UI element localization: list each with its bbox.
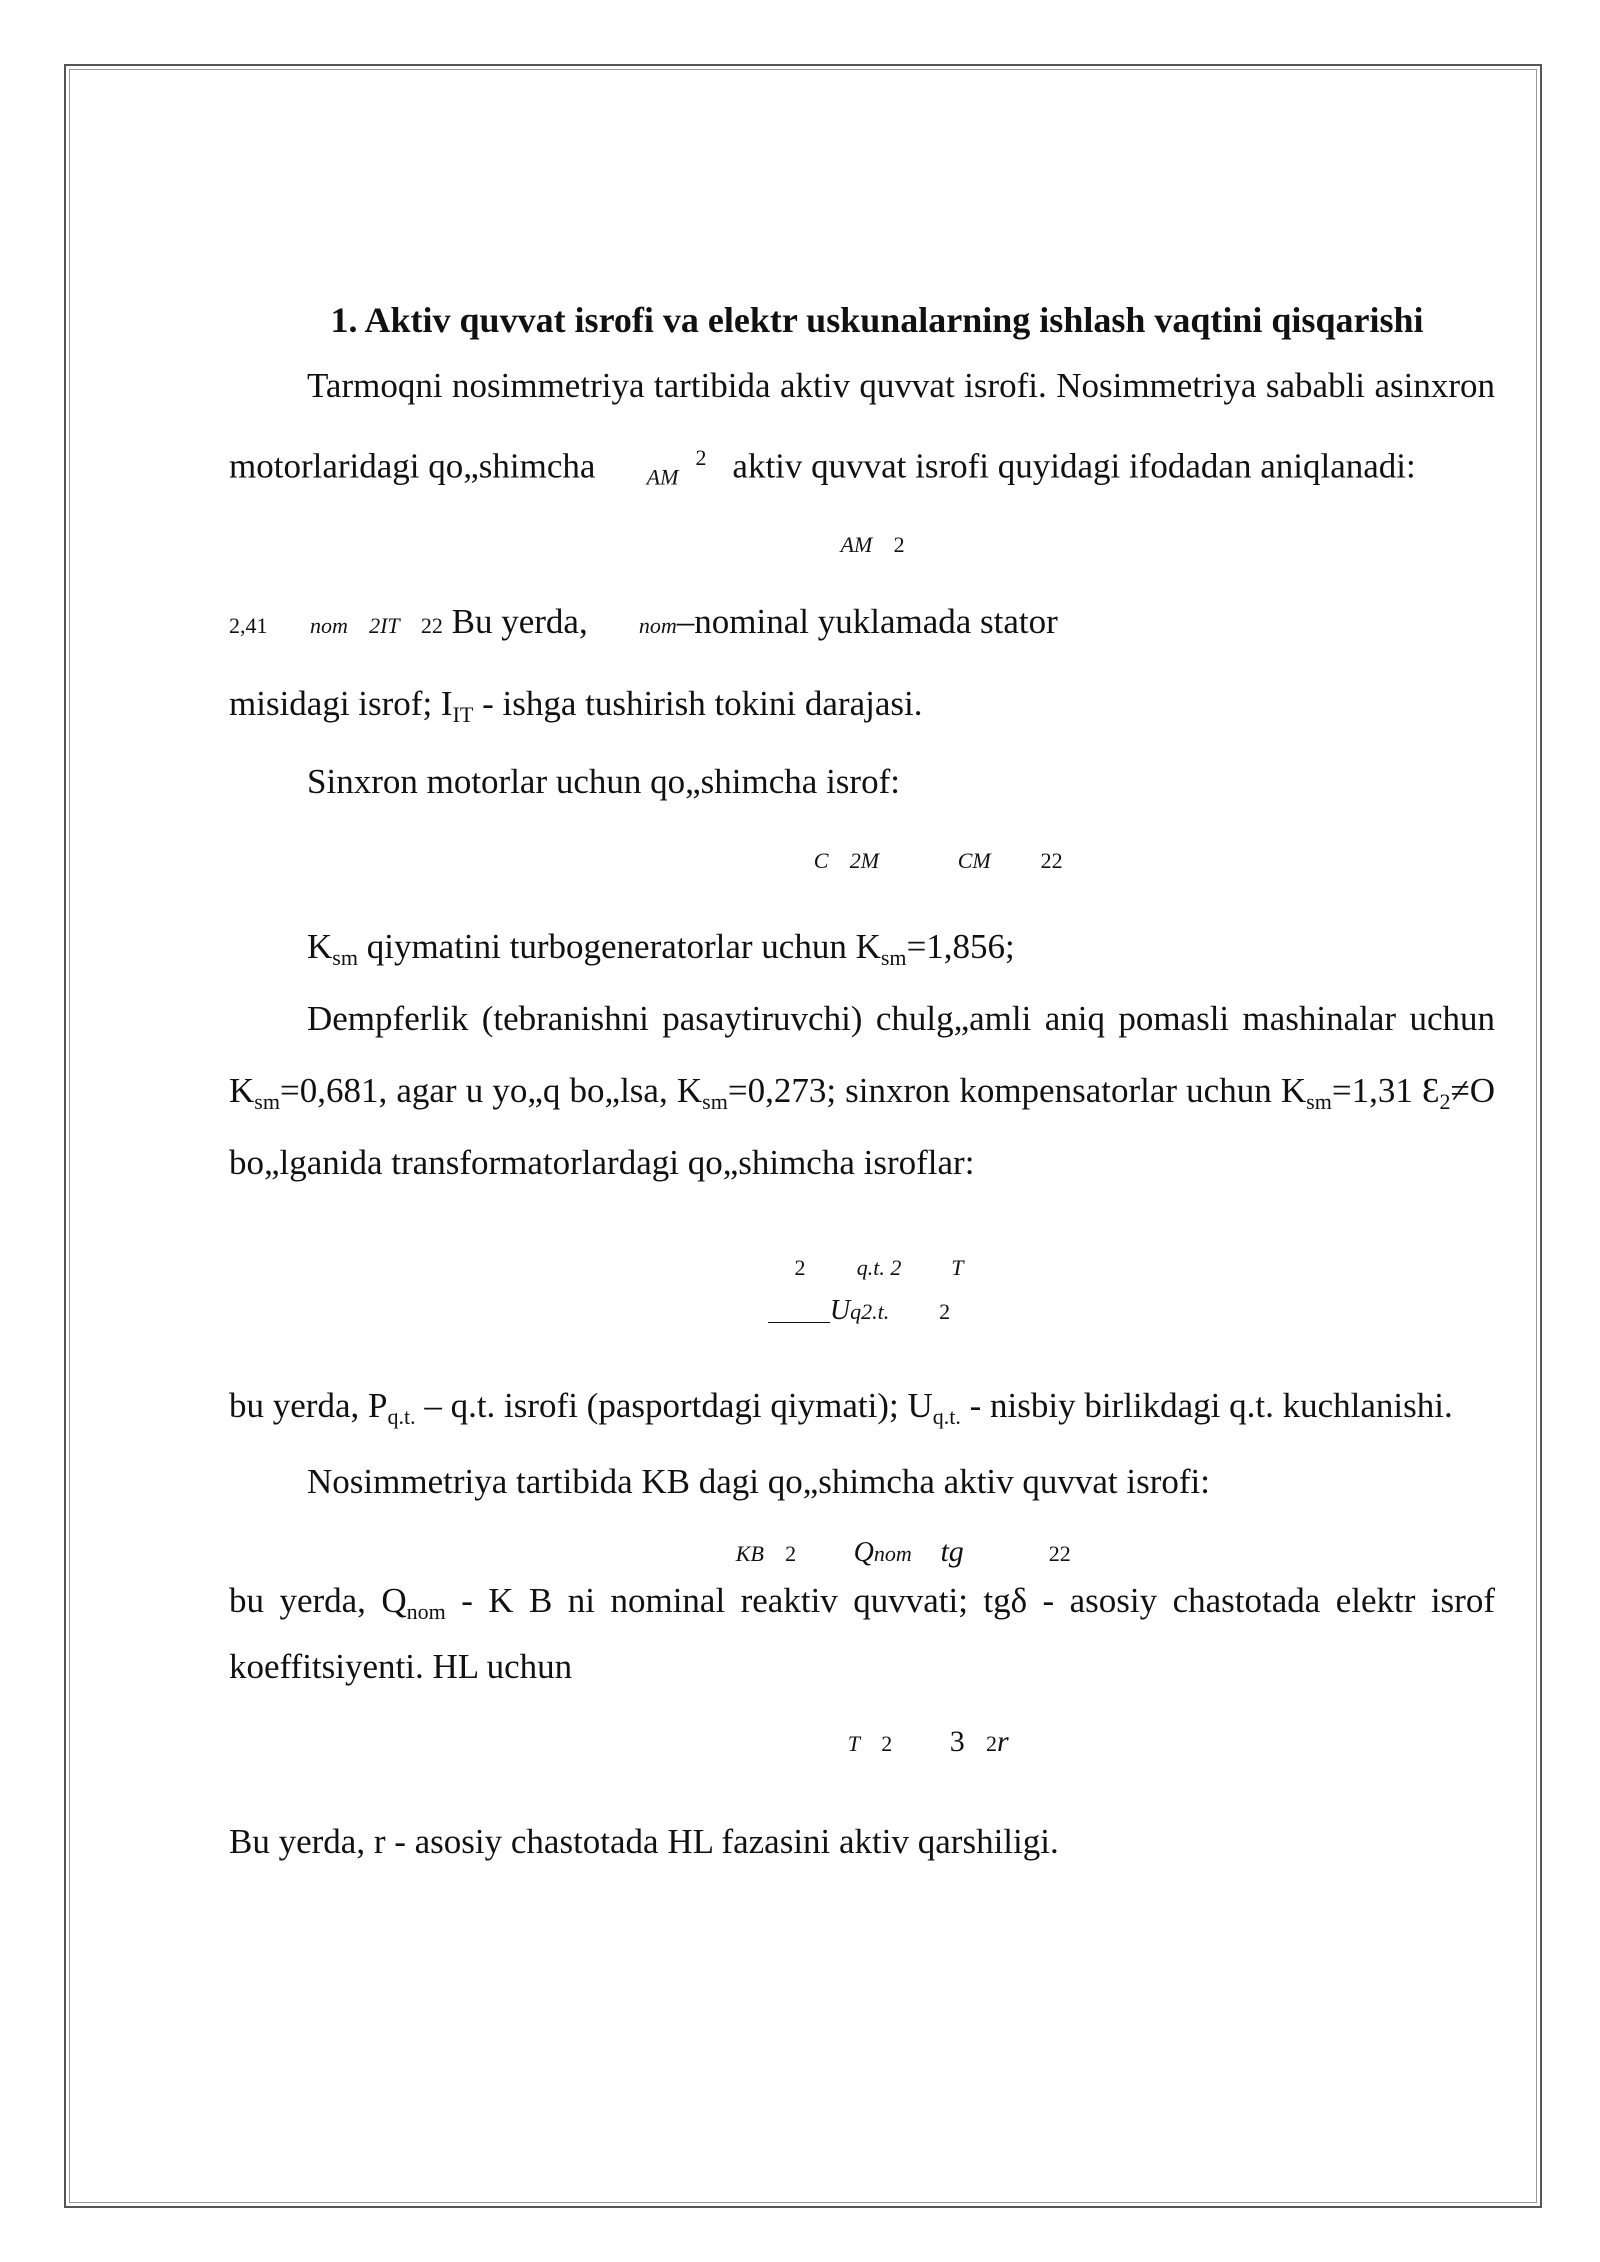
formula-glyph — [845, 1696, 854, 1726]
text-bu-yerda: Bu yerda, — [380, 601, 535, 641]
paragraph-misidagi — [229, 668, 1495, 740]
f2-sub-22: 22 — [955, 847, 978, 873]
formula-glyph — [771, 845, 813, 874]
text-reaktiv: - K B ni nominal reaktiv quvvati; tgδ - asosiy chastotada elektr isrof koeffitsiyenti. HL uchun — [229, 1549, 1495, 1655]
lead-2-41: 2,41 — [229, 612, 268, 638]
f4-tg: tg — [876, 1503, 901, 1537]
f2-sub-cm: CM — [894, 847, 928, 873]
section-heading: 1. Aktiv quvvat isrofi va elektr uskunalarning ishlash vaqtini qisqarishi — [330, 300, 1424, 340]
sub-sm-a: sm — [254, 1088, 280, 1114]
formula-glyph — [814, 844, 822, 874]
sub-nom-q: nom — [406, 1567, 446, 1593]
intro-text-a: Tarmoqni nosimmetriya tartibida aktiv quvvat isrofi. Nosimmetriya sababli asinxron motorlaridagi qo„shimcha — [229, 366, 1495, 486]
paragraph-qnom — [229, 1549, 1495, 1700]
f3-denom-2: 2 — [917, 1267, 929, 1293]
f5-r: r — [937, 1693, 949, 1727]
formula-glyph — [1081, 524, 1102, 564]
formula-hl — [229, 1693, 1495, 1764]
paragraph-kb: Nosimmetriya tartibida KB dagi qo„shimcha aktiv quvvat isrofi: — [307, 1430, 1211, 1470]
text-ishga: - ishga tushirish tokini darajasi. — [473, 683, 923, 723]
f3-sub-t: T — [912, 1223, 925, 1249]
sub-nom-2: nom — [534, 612, 572, 638]
f3-sub-2: 2 — [783, 1223, 795, 1249]
formula-glyph — [793, 1506, 801, 1536]
f3-denom-sub: q2.t. — [850, 1267, 890, 1293]
sub-sm-c: sm — [1306, 1088, 1332, 1114]
sub-2: 2 — [1439, 1088, 1451, 1114]
f3-numerator-row — [263, 1220, 1495, 1283]
formula-glyph — [886, 844, 895, 874]
formula-glyph — [905, 529, 926, 558]
sub-sm: sm — [332, 944, 358, 970]
text-nominal: –nominal yuklamada stator — [571, 601, 953, 641]
text-pqt: bu yerda, P — [229, 1354, 388, 1394]
formula-transformer — [229, 1221, 1495, 1340]
formula-glyph — [889, 1696, 897, 1726]
formula-glyph — [596, 610, 638, 639]
sub-sm-2: sm — [880, 944, 907, 970]
text-k: K — [307, 926, 333, 966]
text-misidagi: misidagi isrof; I — [229, 683, 453, 723]
paragraph-intro — [229, 350, 1495, 506]
formula-glyph — [693, 1538, 735, 1567]
text-0273: =0,273; sinxron kompensatorlar uchun K — [727, 1070, 1307, 1110]
f3-denom-u: U — [829, 1263, 851, 1295]
formula-glyph — [869, 1506, 877, 1536]
sub-qt-b: q.t. — [932, 1372, 961, 1398]
f5-three: 3 — [896, 1693, 912, 1727]
formula-glyph — [798, 529, 840, 558]
formula-glyph — [749, 1506, 758, 1536]
formula-glyph — [910, 1264, 918, 1294]
f5-sub-2b: 2 — [926, 1699, 938, 1725]
sub-nom: nom — [275, 612, 313, 638]
text-1856: =1,856; — [906, 926, 1015, 966]
formula-glyph — [948, 844, 956, 874]
sub-am: AM — [604, 464, 636, 490]
f2-sub-2m: 2M — [821, 847, 851, 873]
f3-sub-qt: q.t. 2 — [839, 1223, 884, 1249]
text-turbo: qiymatini turbogeneratorlar uchun K — [357, 926, 881, 966]
f4-sub-2: 2 — [757, 1509, 769, 1535]
paragraph-2-41 — [229, 586, 1495, 662]
f1-sub-2: 2 — [865, 531, 877, 557]
paragraph-pqt — [229, 1354, 1495, 1438]
f4-sub-kb: KB — [714, 1509, 743, 1535]
f5-sub-t: T — [826, 1699, 839, 1725]
sub-2it: 2IT — [320, 612, 351, 638]
formula-glyph — [938, 1506, 947, 1536]
text-transformator: ≠O bo„lganida transformatorlardagi qo„shimcha isroflar: — [229, 1070, 1495, 1182]
text-qnom: bu yerda, Q — [229, 1549, 407, 1589]
formula-glyph — [773, 1252, 794, 1281]
f4-sub-nom: nom — [820, 1509, 859, 1535]
sup-2: 2 — [635, 445, 658, 470]
paragraph-ksm — [229, 911, 1495, 983]
text-dempferlik: Dempferlik (tebranishni pasaytiruvchi) chulg„amli aniq pomasli mashinalar uchun K — [229, 998, 1495, 1110]
formula-glyph — [350, 609, 359, 639]
text-nisbiy: - nisbiy birlikdagi q.t. kuchlanishi. — [960, 1354, 1453, 1394]
f2-sub-c: C — [792, 847, 808, 873]
fraction-bar — [768, 1304, 830, 1323]
sub-22: 22 — [358, 612, 381, 638]
formula-glyph — [801, 1220, 810, 1250]
text-131: =1,31 Ɛ — [1331, 1070, 1440, 1110]
formula-glyph — [805, 1728, 847, 1757]
formula-am — [229, 524, 1495, 564]
text-isrofi: – q.t. isrofi (pasportdagi qiymati); U — [415, 1354, 933, 1394]
text-0681: =0,681, agar u yo„q bo„lsa, K — [279, 1070, 703, 1110]
formula-glyph — [964, 1252, 985, 1281]
f4-q: Q — [800, 1505, 821, 1537]
document-body — [229, 290, 1495, 1878]
f1-sub-am: AM — [819, 531, 852, 557]
sub-it: IT — [452, 701, 474, 727]
f3-denominator — [263, 1263, 1495, 1340]
paragraph-sinxron: Sinxron motorlar uchun qo„shimcha isrof: — [307, 761, 900, 801]
formula-glyph — [858, 528, 866, 558]
formula-glyph — [312, 609, 321, 639]
formula-glyph — [905, 1220, 913, 1250]
sub-sm-b: sm — [702, 1088, 728, 1114]
formula-glyph — [267, 609, 275, 639]
formula-glyph — [870, 1221, 912, 1250]
formula-glyph — [918, 1696, 927, 1726]
paragraph-r: Bu yerda, r - asosiy chastotada HL fazasini aktiv qarshiligi. — [229, 1790, 1059, 1830]
sub-qt-a: q.t. — [387, 1372, 416, 1398]
f5-sub-2: 2 — [853, 1699, 865, 1725]
formula-glyph — [604, 455, 646, 484]
f4-sub-22: 22 — [946, 1509, 969, 1535]
formula-cm — [229, 840, 1495, 881]
f3-numerator — [263, 1221, 1495, 1252]
paragraph-dempferlik — [229, 983, 1495, 1199]
intro-text-b: aktiv quvvat isrofi quyidagi ifodadan aniqlanadi: — [657, 446, 1342, 486]
